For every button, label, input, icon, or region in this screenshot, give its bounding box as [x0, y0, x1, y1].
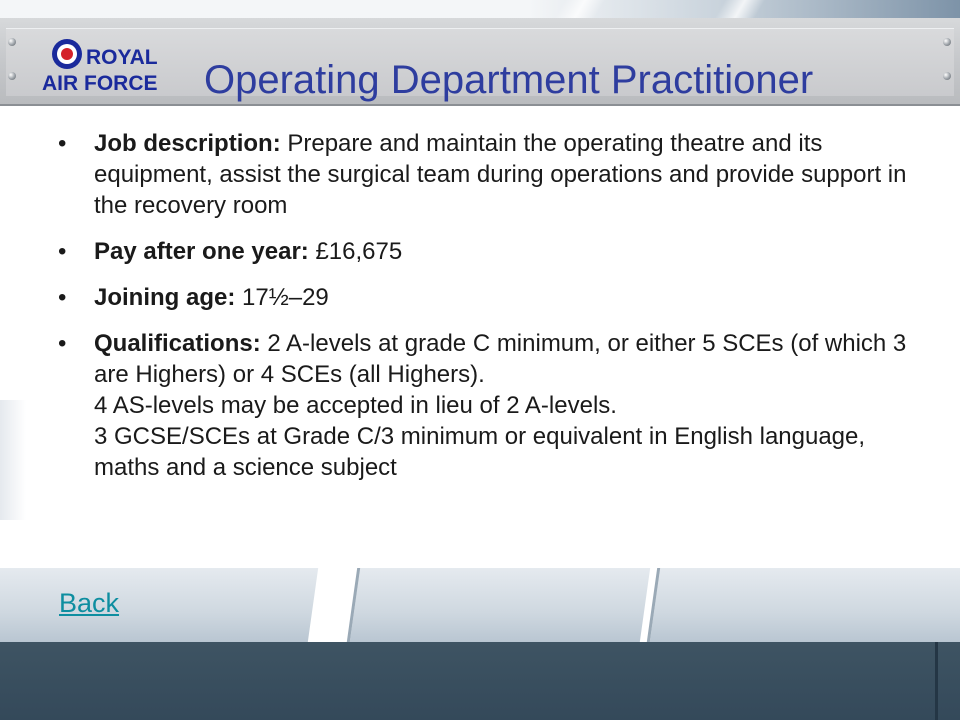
slide-content	[58, 128, 908, 498]
back-link[interactable]: Back	[59, 588, 120, 618]
bullet-list	[58, 128, 908, 483]
bullet-label: Pay after one year:	[94, 238, 316, 265]
screw-icon	[8, 72, 16, 80]
list-item	[58, 282, 908, 313]
slide-header	[0, 18, 960, 106]
screw-icon	[943, 72, 951, 80]
bullet-extra-line: 4 AS-levels may be accepted in lieu of 2 A-levels.	[94, 392, 617, 419]
page-title: Operating Department Practitioner	[204, 58, 814, 102]
bullet-icon: •	[58, 330, 67, 357]
footer-panel	[647, 568, 960, 642]
raf-logo	[38, 34, 178, 98]
footer-panel	[347, 568, 650, 642]
bullet-text: 17½–29	[242, 284, 329, 311]
list-item	[58, 328, 908, 483]
bullet-icon: •	[58, 238, 67, 265]
logo-line-1: ROYAL	[86, 46, 158, 69]
screw-icon	[943, 38, 951, 46]
top-decorative-band	[0, 0, 960, 18]
left-edge-decoration	[0, 400, 26, 520]
bullet-text: 2 A-levels at grade C minimum, or either 5 SCEs (of which 3 are Highers) or 4 SCEs (all Highers).	[94, 330, 907, 388]
bullet-icon: •	[58, 284, 67, 311]
footer-panel	[0, 568, 318, 642]
screw-icon	[8, 38, 16, 46]
footer-dark-band	[0, 642, 960, 720]
list-item	[58, 128, 908, 221]
bullet-extra-line: 3 GCSE/SCEs at Grade C/3 minimum or equivalent in English language, maths and a science subject	[94, 423, 866, 481]
bullet-text: Prepare and maintain the operating theatre and its equipment, assist the surgical team during operations and provide support in the recovery room	[94, 130, 907, 219]
bullet-label: Job description:	[94, 130, 288, 157]
list-item	[58, 236, 908, 267]
footer-panels	[0, 568, 960, 642]
bullet-label: Joining age:	[94, 284, 243, 311]
bullet-icon: •	[58, 130, 67, 157]
logo-line-2: AIR FORCE	[42, 72, 158, 95]
roundel-centre	[61, 48, 73, 60]
bullet-text: £16,675	[315, 238, 403, 265]
bullet-label: Qualifications:	[94, 330, 268, 357]
